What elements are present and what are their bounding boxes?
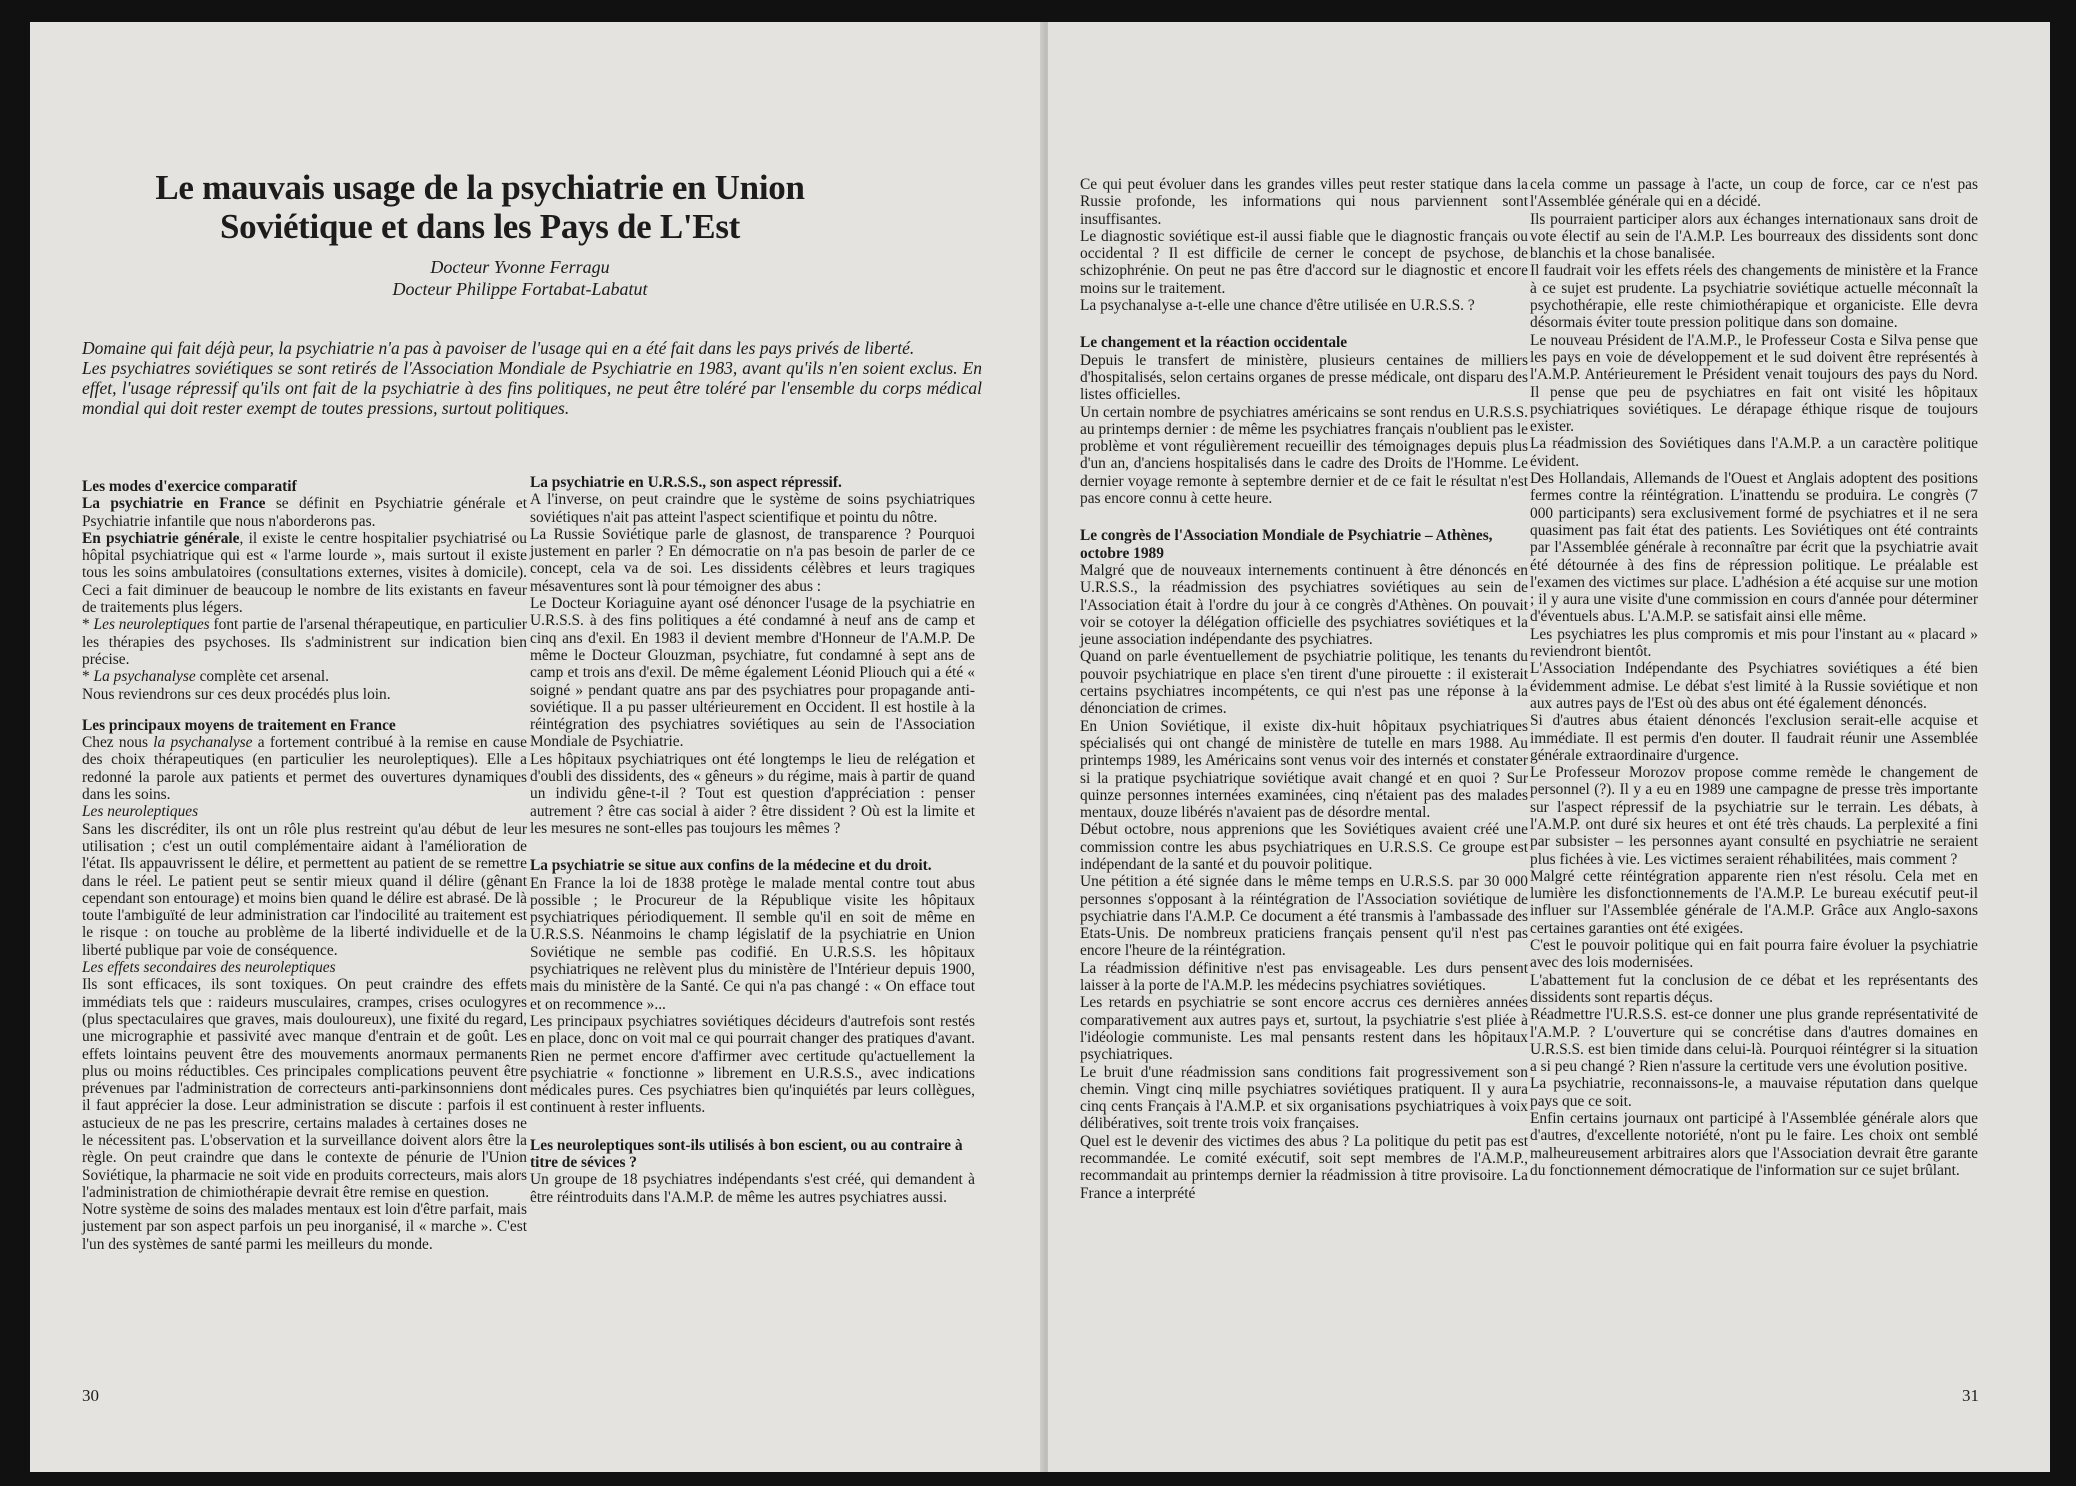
paragraph: Quel est le devenir des victimes des abus ? La politique du petit pas est recommandée. Le comité exécutif, soit sept membres de l'A.M.P., recommandait au printemps dernier la réadmission à titre provisoire. La France a interprété: [1080, 1132, 1528, 1202]
paragraph: Les retards en psychiatrie se sont encore accrus ces dernières années comparativement aux autres pays et, surtout, la psychiatrie s'est pliée à l'idéologie communiste. Les mal pensants restent dans les hôpitaux psychiatriques.: [1080, 994, 1528, 1064]
bullet: *: [82, 668, 94, 686]
paragraph: [82, 530, 527, 616]
section-heading: La psychiatrie en U.R.S.S., son aspect répressif.: [530, 474, 842, 491]
column-1: [82, 478, 527, 1253]
paragraph: Enfin certains journaux ont participé à l'Assemblée générale alors que d'autres, d'excellente notoriété, n'ont pu le faire. Les choix ont semblé malheureusement arbitraires alors que l'Association devrait être garante du fonctionnement démocratique de l'information sur ce sujet brûlant.: [1530, 1110, 1978, 1179]
paragraph: [82, 495, 527, 530]
intro-paragraph: Domaine qui fait déjà peur, la psychiatrie n'a pas à pavoiser de l'usage qui en a été fait dans les pays privés de liberté.: [82, 338, 915, 358]
paragraph: cela comme un passage à l'acte, un coup de force, car ce n'est pas l'Assemblée générale qui en a décidé.: [1530, 176, 1978, 211]
subheading: Les effets secondaires des neuroleptiques: [82, 959, 336, 977]
paragraph: Malgré que de nouveaux internements continuent à être dénoncés en U.R.S.S., la réadmission des psychiatres soviétiques au sein de l'Association était à l'ordre du jour à ce congrès d'Athènes. On pouvait voir se cotoyer la délégation officielle des psychiatres soviétiques et la jeune association indépendante des psychiatres.: [1080, 561, 1528, 649]
italic-term: la psychanalyse: [153, 734, 253, 752]
paragraph: [82, 734, 527, 803]
paragraph: Un certain nombre de psychiatres américains se sont rendus en U.R.S.S. au printemps dernier : de même les psychiatres français n'oublient pas le problème et vont régulièrement recueillir des témoignages depuis plus d'un an, d'anciens hospitalisés dans le cadre des Droits de l'Homme. Le dernier voyage remonte à septembre dernier et de ce fait le résultat n'est pas encore connu à cette heure.: [1080, 403, 1528, 508]
text: font partie de l'arsenal thérapeutique, en particulier les thérapies des psychoses. Ils s'administrent sur indication bien précise.: [82, 616, 527, 668]
paragraph: La réadmission des Soviétiques dans l'A.M.P. a un caractère politique évident.: [1530, 435, 1978, 470]
article-intro: [82, 338, 982, 418]
page-number-right: 31: [1962, 1386, 1979, 1405]
paragraph: Le bruit d'une réadmission sans conditions fait progressivement son chemin. Vingt cinq mille psychiatres soviétiques pratiquent. Il y aura cinq cents Français à l'A.M.P. et six organisations psychiatriques à voix délibératives, soit trente trois voix françaises.: [1080, 1063, 1528, 1133]
column-3: [1080, 176, 1528, 1202]
text: se définit en Psychiatrie générale et Psychiatrie infantile que nous n'aborderons pas.: [82, 495, 527, 530]
paragraph: Les psychiatres les plus compromis et mis pour l'instant au « placard » reviendront bientôt.: [1530, 625, 1978, 661]
paragraph: Début octobre, nous apprenions que les Soviétiques avaient créé une commission contre les abus psychiatriques en U.R.S.S. Ce groupe est indépendant de la santé et du pouvoir politique.: [1080, 821, 1528, 873]
page-number-left: 30: [82, 1386, 99, 1405]
paragraph: Le diagnostic soviétique est-il aussi fiable que le diagnostic français ou occidental ? Il est difficile de cerner le concept de psychose, de schizophrénie. On peut ne pas être d'accord sur le diagnostic et encore moins sur le traitement.: [1080, 227, 1528, 297]
paragraph: Les hôpitaux psychiatriques ont été longtemps le lieu de relégation et d'oubli des dissidents, des « gêneurs » du régime, mais à partir de quand un individu gêne-t-il ? Tout est question d'appréciation : penser autrement ? être cas social à aider ? être dissident ? Où est la limite et les mesures ne sont-elles pas toujours les mêmes ?: [530, 750, 975, 837]
paragraph: La Russie Soviétique parle de glasnost, de transparence ? Pourquoi justement en parler ? En démocratie on n'a pas besoin de parler de ce concept, cela va de soi. Les dissidents célèbres et leurs tragiques mésaventures sont là pour témoigner des abus :: [530, 525, 975, 595]
section-heading: Le changement et la réaction occidentale: [1080, 334, 1348, 352]
paragraph: Depuis le transfert de ministère, plusieurs centaines de milliers d'hospitalisés, selon certains organes de presse médicale, ont disparu des listes officielles.: [1080, 351, 1528, 404]
column-4: [1530, 176, 1978, 1179]
lead-text: La psychiatrie en France: [82, 495, 266, 513]
paragraph: Réadmettre l'U.R.S.S. est-ce donner une plus grande représentativité de l'A.M.P. ? L'ouverture qui se concrétise dans d'autres domaines en U.R.S.S. est bien timide dans celui-là. Pourquoi réintégrer si la situation a si peu changé ? Rien n'assure la certitude vers une évolution positive.: [1530, 1006, 1978, 1076]
intro-paragraph: Les psychiatres soviétiques se sont retirés de l'Association Mondiale de Psychiatrie en 1983, avant qu'ils n'en soient exclus. En effet, l'usage répressif qu'ils ont fait de la psychiatrie à des fins politiques, ne peut être toléré par l'ensemble du corps médical mondial qui doit rester exempt de toutes pressions, surtout politiques.: [82, 358, 982, 418]
paragraph: Des Hollandais, Allemands de l'Ouest et Anglais adoptent des positions fermes contre la réintégration. L'inattendu se produira. Le congrès (7 000 participants) sera exclusivement formé de psychiatres et il ne sera quasiment pas fait état des patients. Les Soviétiques ont été contraints par l'Assemblée générale à reconnaître par écrit que la psychiatrie avait été détournée à des fins de répression politique. Le préalable est l'examen des victimes sur place. L'adhésion a été acquise sur une motion ; il y aura une visite d'une commission en cours d'année pour déterminer d'éventuels abus. L'A.M.P. se satisfait ainsi elle même.: [1530, 470, 1978, 626]
column-2: [530, 474, 975, 1206]
paragraph: Il faudrait voir les effets réels des changements de ministère et la France à ce sujet est prudente. La psychiatrie soviétique actuelle méconnaît la psychothérapie, elle reste chimiothérapique et organiciste. Elle devra désormais éviter toute pression politique dans son domaine.: [1530, 262, 1978, 332]
paragraph: En Union Soviétique, il existe dix-huit hôpitaux psychiatriques spécialisés qui ont changé de ministère de tutelle en mars 1988. Au printemps 1989, les Américains sont venus voir des internés et constater si la pratique psychiatrique soviétique avait changé et en quoi ? Sur quinze personnes internées examinées, cinq n'étaient pas des malades mentaux, douze libérés n'avaient pas de désordre mental.: [1080, 717, 1528, 822]
paragraph: Les principaux psychiatres soviétiques décideurs d'autrefois sont restés en place, donc on voit mal ce qui pourrait changer des pratiques d'avant. Rien ne permet encore d'affirmer avec certitude qu'actuellement la psychiatrie « fonctionne » librement en U.R.S.S., avec indications médicales pures. Ces psychiatres bien qu'inquiétés par leurs collègues, continuent à rester influents.: [530, 1012, 975, 1117]
section-heading: Les principaux moyens de traitement en France: [82, 716, 396, 734]
section-heading: Les neuroleptiques sont-ils utilisés à bon escient, ou au contraire à titre de sévices ?: [530, 1136, 963, 1171]
author-1: Docteur Yvonne Ferragu: [430, 257, 610, 277]
paragraph: [82, 668, 527, 685]
article-title: Le mauvais usage de la psychiatrie en Union Soviétique et dans les Pays de L'Est: [155, 168, 805, 246]
paragraph: En France la loi de 1838 protège le malade mental contre tout abus possible ; le Procureur de la République visite les hôpitaux psychiatriques périodiquement. Il semble qu'il en soit de même en U.R.S.S. Néanmoins le champ législatif de la psychiatrie en Union Soviétique ne semble pas codifié. En U.R.S.S. les hôpitaux psychiatriques ne relèvent plus du ministère de l'Intérieur depuis 1900, mais du ministère de la Santé. Ce qui n'a pas changé : « On efface tout et on recommence »...: [530, 874, 975, 1013]
bullet: *: [82, 616, 94, 634]
paragraph: L'abattement fut la conclusion de ce débat et les représentants des dissidents sont repartis déçus.: [1530, 971, 1978, 1006]
paragraph: Le Docteur Koriaguine ayant osé dénoncer l'usage de la psychiatrie en U.R.S.S. à des fins politiques a été condamné à neuf ans de camp et cinq ans d'exil. En 1983 il devient membre d'Honneur de l'A.M.P. De même le Docteur Glouzman, psychiatre, fut condamné à sept ans de camp et trois ans d'exil. De même également Léonid Pliouch qui a été « soigné » pendant quatre ans par des psychiatres pour propagande anti-soviétique. Il a pu passer ultérieurement en Occident. Il est hostile à la réintégration des psychiatres soviétiques au sein de l'Association Mondiale de Psychiatrie.: [530, 595, 975, 751]
text: complète cet arsenal.: [195, 668, 330, 686]
text: a fortement contribué à la remise en cause des choix thérapeutiques (en particulier les neuroleptiques). Elle a redonné la parole aux patients et permet des ouvertures dynamiques dans les soins.: [82, 734, 528, 804]
text: Chez nous: [82, 734, 154, 752]
paragraph: Malgré cette réintégration apparente rien n'est résolu. Cela met en lumière les disfonctionnements de l'A.M.P. Le bureau exécutif peut-il influer sur l'Assemblée générale de l'A.M.P. Grâce aux Anglo-saxons certaines garanties ont été exigées.: [1530, 867, 1978, 937]
paragraph: Un groupe de 18 psychiatres indépendants s'est créé, qui demandent à être réintroduits dans l'A.M.P. de même les autres psychiatres aussi.: [530, 1171, 975, 1206]
paragraph: Ce qui peut évoluer dans les grandes villes peut rester statique dans la Russie profonde, les informations qui nous parviennent sont insuffisantes.: [1080, 176, 1528, 228]
lead-text: En psychiatrie générale: [82, 529, 240, 547]
paragraph: La réadmission définitive n'est pas envisageable. Les durs pensent laisser à la porte de l'A.M.P. les médecins psychiatres soviétiques.: [1080, 959, 1528, 995]
paragraph: Notre système de soins des malades mentaux est loin d'être parfait, mais justement par son aspect parfois un peu inorganisé, il « marche ». C'est l'un des systèmes de santé parmi les meilleurs du monde.: [82, 1201, 527, 1253]
italic-term: Les neuroleptiques: [93, 616, 210, 634]
paragraph: Quand on parle éventuellement de psychiatrie politique, les tenants du pouvoir psychiatrique en place s'en tirent d'une pirouette : il existerait certains psychiatres incompétents, ce qui n'est pas une réponse à la dénonciation de crimes.: [1080, 648, 1528, 718]
paragraph: Nous reviendrons sur ces deux procédés plus loin.: [82, 685, 391, 703]
paragraph: Sans les discréditer, ils ont un rôle plus restreint qu'au début de leur utilisation ; c'est un outil complémentaire aidant à l'amélioration de l'état. Ils appauvrissent le délire, et permettent au patient de se remettre dans le réel. Le patient peut se sentir mieux quand il délire (gênant cependant son entourage) et moins bien quand le délire est abrasé. De là toute l'ambiguïté de leur administration car l'indocilité au traitement est le risque : on touche au problème de la liberté individuelle et de la liberté publique par voie de conséquence.: [82, 820, 527, 959]
paragraph: Ils sont efficaces, ils sont toxiques. On peut craindre des effets immédiats tels que : raideurs musculaires, crampes, crises oculogyres (plus spectaculaires que graves, mais douloureux), une fixité du regard, une micrographie et passivité avec manque d'entrain et de goût. Les effets lointains peuvent être des mouvements anormaux permanents plus ou moins réductibles. Ces principales complications peuvent être prévenues par l'administration de correcteurs anti-parkinsonniens dont il faut apprécier la dose. Leur administration se discute : parfois il est astucieux de ne pas les prescrire, certains malades à certaines doses ne le nécessitent pas. L'observation et la surveillance doivent alors être la règle. On peut craindre que dans le contexte de pénurie de l'Union Soviétique, la pharmacie ne soit vide en produits correcteurs, mais alors l'administration de chimiothérapie devrait être remise en question.: [82, 976, 527, 1201]
paragraph: La psychiatrie, reconnaissons-le, a mauvaise réputation dans quelque pays que ce soit.: [1530, 1075, 1978, 1110]
text: , il existe le centre hospitalier psychiatrisé ou hôpital psychiatrique qui est « l'arme lourde », mais surtout il existe tous les soins ambulatoires (consultations externes, visites à domicile). Ceci a fait diminuer de beaucoup le nombre de lits existants en faveur de traitements plus légers.: [82, 529, 527, 617]
paragraph: Le Professeur Morozov propose comme remède le changement de personnel (?). Il y a eu en 1989 une campagne de presse très importante sur l'aspect répressif de la psychiatrie sur le terrain. Les débats, à l'A.M.P. ont duré six heures et ont été très chauds. La perplexité a fini par subsister – les personnes ayant consulté en psychiatrie ne seraient plus fichées à vie. Les victimes seraient réhabilitées, mais comment ?: [1530, 764, 1978, 868]
paragraph: Si d'autres abus étaient dénoncés l'exclusion serait-elle acquise et immédiate. Il est permis d'en douter. Il faudrait réunir une Assemblée générale extraordinaire d'urgence.: [1530, 712, 1978, 764]
paragraph: L'Association Indépendante des Psychiatres soviétiques a été bien évidemment admise. Le débat s'est limité à la Russie soviétique et non aux autres pays de l'Est où des abus ont été également dénoncés.: [1530, 660, 1978, 712]
paragraph: Ils pourraient participer alors aux échanges internationaux sans droit de vote électif au sein de l'A.M.P. Les bourreaux des dissidents sont donc blanchis et la chose banalisée.: [1530, 210, 1978, 263]
article-authors: [300, 256, 740, 300]
paragraph: A l'inverse, on peut craindre que le système de soins psychiatriques soviétiques n'ait pas atteint l'aspect scientifique et pointu du nôtre.: [530, 491, 975, 526]
section-heading: Le congrès de l'Association Mondiale de Psychiatrie – Athènes, octobre 1989: [1080, 527, 1493, 562]
section-heading: Les modes d'exercice comparatif: [82, 478, 297, 495]
paragraph: [82, 616, 527, 668]
paragraph: La psychanalyse a-t-elle une chance d'être utilisée en U.R.S.S. ?: [1080, 297, 1475, 315]
author-2: Docteur Philippe Fortabat-Labatut: [392, 279, 648, 299]
italic-term: La psychanalyse: [93, 668, 196, 686]
paragraph: Une pétition a été signée dans le même temps en U.R.S.S. par 30 000 personnes s'opposant à la réintégration de l'Association soviétique de psychiatrie dans l'A.M.P. Ce document a été transmis à l'ambassade des Etats-Unis. De nombreux praticiens français pensent qu'il n'est pas encore l'heure de la réintégration.: [1080, 873, 1528, 960]
subheading: Les neuroleptiques: [82, 803, 199, 821]
paragraph: Le nouveau Président de l'A.M.P., le Professeur Costa e Silva pense que les pays en voie de développement et le sud doivent être représentés à l'A.M.P. Antérieurement le Président venait toujours des pays du Nord. Il pense que peu de psychiatres en fait ont visité les hôpitaux psychiatriques soviétiques. Le dérapage éthique risque de toujours exister.: [1530, 331, 1978, 436]
section-heading: La psychiatrie se situe aux confins de la médecine et du droit.: [530, 857, 932, 875]
paragraph: C'est le pouvoir politique qui en fait pourra faire évoluer la psychiatrie avec des lois modernisées.: [1530, 937, 1978, 972]
